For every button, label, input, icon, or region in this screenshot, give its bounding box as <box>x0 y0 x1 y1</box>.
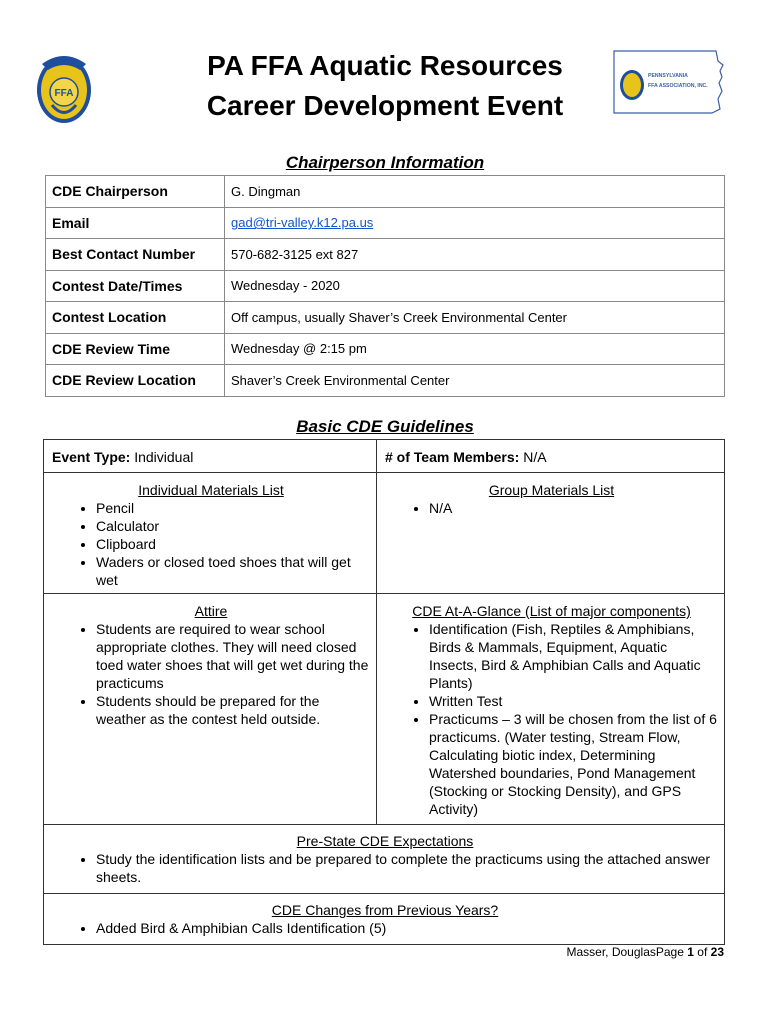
table-row <box>46 302 725 334</box>
attire-title: Attire <box>194 603 228 619</box>
table-row <box>46 365 725 397</box>
list-item: • Clipboard <box>96 535 370 553</box>
individual-materials-list <box>52 499 370 589</box>
event-type-label: Event Type: <box>52 449 131 465</box>
review-time-value: Wednesday @ 2:15 pm <box>225 333 725 365</box>
list-item: • Students are required to wear school appropriate clothes. They will need closed toed water shoes that will get wet during the practicums <box>96 620 370 692</box>
team-members-label: # of Team Members: <box>385 449 520 465</box>
pre-state-list <box>52 850 718 886</box>
changes-list <box>52 919 718 937</box>
svg-text:FFA: FFA <box>54 88 74 99</box>
list-item: • Pencil <box>96 499 370 517</box>
team-members-value: N/A <box>523 449 547 465</box>
changes-title: CDE Changes from Previous Years? <box>271 902 499 918</box>
changes-cell <box>44 894 724 944</box>
footer-page-number: 1 <box>687 945 694 959</box>
list-item: • Added Bird & Amphibian Calls Identification (5) <box>96 919 718 937</box>
footer-author: Masser, Douglas <box>566 945 656 959</box>
at-a-glance-list <box>385 620 718 818</box>
event-type-cell <box>44 440 377 472</box>
page-title-line1: PA FFA Aquatic Resources <box>207 50 563 81</box>
list-item: • Study the identification lists and be prepared to complete the practicums using the attached answer sheets. <box>96 850 718 886</box>
chairperson-value: G. Dingman <box>225 176 725 208</box>
email-link[interactable]: gad@tri-valley.k12.pa.us <box>231 215 374 231</box>
list-item: • N/A <box>429 499 718 517</box>
chairperson-section-heading: Chairperson Information <box>285 153 485 172</box>
group-materials-cell <box>377 473 724 593</box>
guidelines-table <box>43 439 725 945</box>
list-item: • Students should be prepared for the weather as the contest held outside. <box>96 692 370 728</box>
team-members-cell <box>377 440 724 472</box>
footer-page-total: 23 <box>710 945 724 959</box>
contact-number-value: 570-682-3125 ext 827 <box>225 239 725 271</box>
group-materials-list <box>385 499 718 517</box>
review-location-value: Shaver’s Creek Environmental Center <box>225 365 725 397</box>
event-type-value: Individual <box>134 449 194 465</box>
contest-date-value: Wednesday - 2020 <box>225 270 725 302</box>
table-row <box>46 239 725 271</box>
list-item: • Waders or closed toed shoes that will get wet <box>96 553 370 589</box>
svg-text:PENNSYLVANIA: PENNSYLVANIA <box>648 73 688 79</box>
attire-cell <box>44 594 377 824</box>
table-row <box>46 270 725 302</box>
list-item: • Practicums – 3 will be chosen from the list of 6 practicums. (Water testing, Stream Flow, Calculating biotic index, Determining Watershed boundaries, Pond Management (Stocking or Stocking Density), and GPS Activity) <box>429 710 718 818</box>
chairperson-label: CDE Chairperson <box>46 176 225 208</box>
footer-of-word: of <box>697 945 708 959</box>
review-location-label: CDE Review Location <box>46 365 225 397</box>
contact-number-label: Best Contact Number <box>46 239 225 271</box>
pa-ffa-association-logo <box>610 47 726 117</box>
page-footer <box>567 945 725 959</box>
chairperson-info-table <box>45 175 725 397</box>
review-time-label: CDE Review Time <box>46 333 225 365</box>
page-title-line2: Career Development Event <box>206 90 564 121</box>
contest-location-label: Contest Location <box>46 302 225 334</box>
list-item: • Written Test <box>429 692 718 710</box>
table-row <box>46 207 725 239</box>
at-a-glance-cell <box>377 594 724 824</box>
table-row <box>46 333 725 365</box>
individual-materials-cell <box>44 473 377 593</box>
attire-list <box>52 620 370 728</box>
list-item: • Calculator <box>96 517 370 535</box>
individual-materials-title: Individual Materials List <box>138 482 284 498</box>
guidelines-section-heading: Basic CDE Guidelines <box>296 417 474 436</box>
at-a-glance-title: CDE At-A-Glance (List of major components) <box>412 603 691 619</box>
list-item: • Identification (Fish, Reptiles & Amphibians, Birds & Mammals, Equipment, Aquatic Insects, Bird & Amphibian Calls and Aquatic Plants) <box>429 620 718 692</box>
footer-page-word: Page <box>655 945 684 959</box>
group-materials-title: Group Materials List <box>488 482 615 498</box>
contest-date-label: Contest Date/Times <box>46 270 225 302</box>
svg-text:FFA ASSOCIATION, INC.: FFA ASSOCIATION, INC. <box>648 83 708 89</box>
email-label: Email <box>46 207 225 239</box>
pre-state-cell <box>44 825 724 893</box>
contest-location-value: Off campus, usually Shaver’s Creek Environmental Center <box>225 302 725 334</box>
ffa-emblem-logo <box>34 50 94 126</box>
pre-state-title: Pre-State CDE Expectations <box>296 833 474 849</box>
table-row <box>46 176 725 208</box>
